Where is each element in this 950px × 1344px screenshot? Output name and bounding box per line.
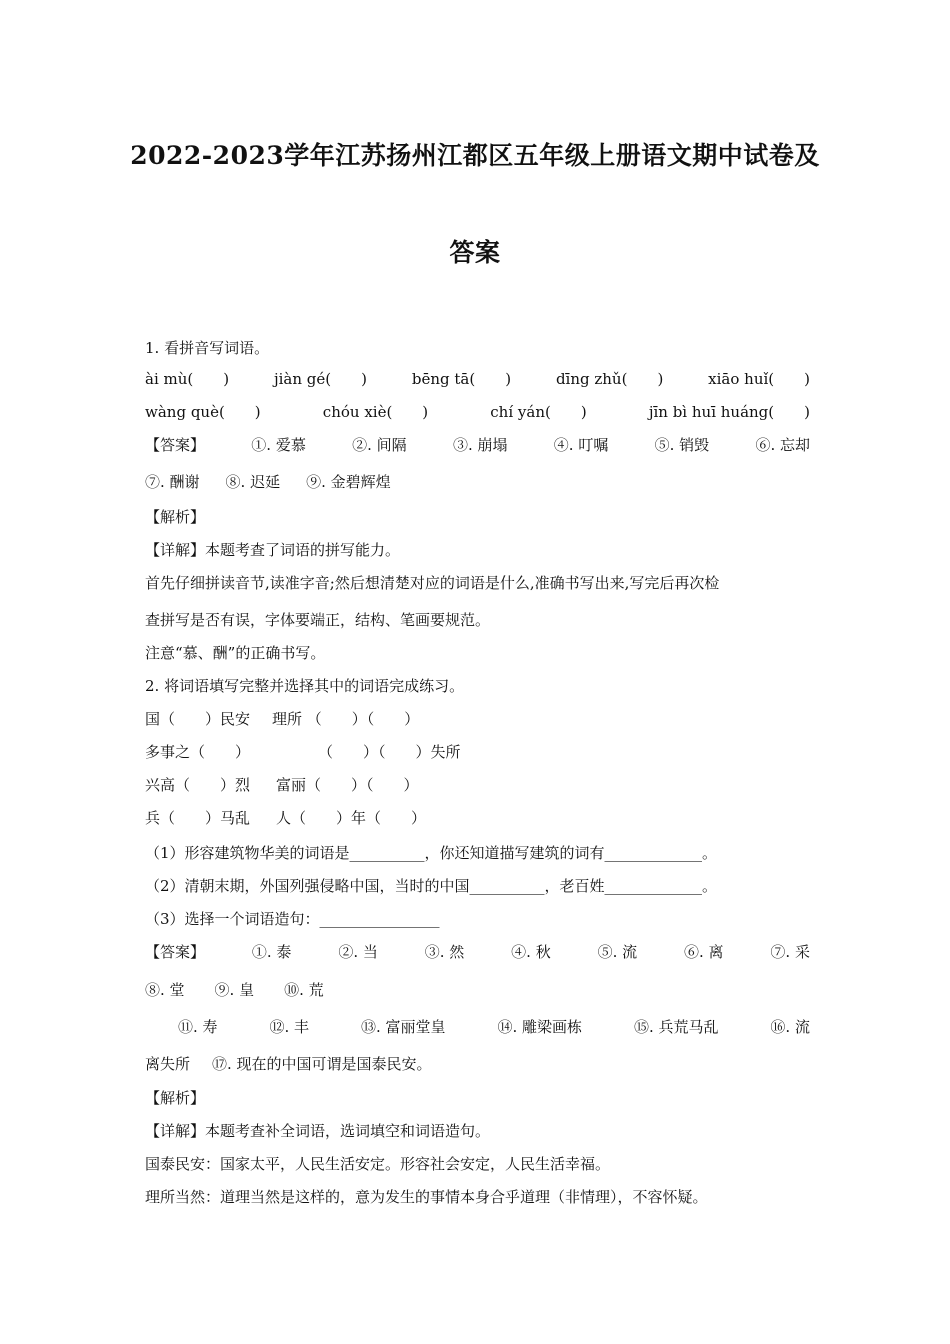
pinyin-item: ài mù( ) [145,370,230,388]
answer-item: ⑤. 销毁 [654,436,710,454]
answer-item: ⑧. 迟延 [225,473,281,491]
q2-detail: 【详解】本题考查补全词语，选词填空和词语造句。 [145,1122,491,1140]
pinyin-item: wàng què( ) [145,403,261,421]
pinyin-item: jiàn gé( ) [273,370,367,388]
fill-item: 富丽（ ）（ ） [276,776,419,794]
answer-label: 【答案】 [145,943,206,961]
fill-item: 理所 （ ）（ ） [272,710,420,728]
answer-item: ⑪. 寿 [178,1018,218,1036]
q2-sub-question-1: （1）形容建筑物华美的词语是__________，你还知道描写建筑的词有_____________。 [145,844,718,862]
answer-item: ⑨. 皇 [214,981,255,999]
answer-item: ⑯. 流 [770,1018,810,1036]
q1-answer-row2 [145,472,810,492]
answer-item: ③. 崩塌 [452,436,508,454]
q2-fill-row4 [145,808,426,828]
answer-item: ②. 间隔 [352,436,407,454]
answer-item: ⑰. 现在的中国可谓是国泰民安。 [212,1055,432,1073]
answer-item: ⑭. 雕梁画栋 [497,1018,582,1036]
answer-item: ⑮. 兵荒马乱 [633,1018,719,1036]
q2-definition-2: 理所当然：道理当然是这样的，意为发生的事情本身合乎道理（非情理），不容怀疑。 [145,1188,708,1206]
q2-heading: 2. 将词语填写完整并选择其中的词语完成练习。 [145,677,465,695]
fill-item: 多事之（ ） [145,743,251,761]
answer-item: ⑥. 离 [684,943,724,961]
answer-item: ⑨. 金碧辉煌 [306,473,391,491]
pinyin-item: xiāo huǐ( ) [708,370,810,388]
answer-item: ⑦. 采 [770,943,810,961]
fill-item: （ ）（ ）失所 [318,743,461,761]
answer-item: ④. 秋 [511,943,551,961]
answer-item: ④. 叮嘱 [553,436,609,454]
answer-item: ⑩. 荒 [284,981,324,999]
q1-analysis-label: 【解析】 [145,508,206,526]
q2-definition-1: 国泰民安：国家太平，人民生活安定。形容社会安定，人民生活幸福。 [145,1155,611,1173]
q1-heading: 1. 看拼音写词语。 [145,339,270,357]
q2-analysis-label: 【解析】 [145,1089,206,1107]
answer-item: ②. 当 [338,943,378,961]
answer-item: ⑫. 丰 [269,1018,310,1036]
answer-item: ⑤. 流 [597,943,638,961]
q2-fill-row1 [145,709,419,729]
q1-paragraph-1: 首先仔细拼读音节,读准字音;然后想清楚对应的词语是什么,准确书写出来,写完后再次检 [145,574,720,592]
pinyin-item: bēng tā( ) [411,370,512,388]
q1-note: 注意“慕、酬”的正确书写。 [145,644,326,662]
answer-item: ①. 爱慕 [251,436,306,454]
pinyin-item: dīng zhǔ( ) [555,370,664,388]
q1-pinyin-row1 [145,369,810,389]
answer-item: ⑬. 富丽堂皇 [360,1018,446,1036]
q2-answer-row2 [145,980,810,1000]
answer-item: ①. 泰 [251,943,292,961]
q1-pinyin-row2 [145,402,810,422]
answer-item: 离失所 [145,1055,191,1073]
q2-fill-row3 [145,775,419,795]
q1-detail: 【详解】本题考查了词语的拼写能力。 [145,541,401,559]
pinyin-item: chóu xiè( ) [322,403,429,421]
pinyin-item: chí yán( ) [490,403,587,421]
fill-item: 兴高（ ）烈 [145,776,251,794]
q2-sub-question-2: （2）清朝末期，外国列强侵略中国，当时的中国__________，老百姓_____________。 [145,877,718,895]
document-title-line1: 2022-2023学年江苏扬州江都区五年级上册语文期中试卷及 [130,141,820,170]
q2-answer-row3 [178,1017,810,1037]
fill-item: 人（ ）年（ ） [276,809,427,827]
fill-item: 国（ ）民安 [145,710,251,728]
answer-item: ⑧. 堂 [145,981,185,999]
q1-answer-row1 [145,435,810,455]
answer-item: ⑦. 酬谢 [145,473,200,491]
q2-fill-row2 [145,742,461,762]
answer-item: ⑥. 忘却 [755,436,810,454]
q2-answer-row1 [145,942,810,962]
pinyin-item: jīn bì huī huáng( ) [648,403,810,421]
answer-item: ③. 然 [424,943,465,961]
q2-sub-question-3: （3）选择一个词语造句：________________ [145,910,440,928]
fill-item: 兵（ ）马乱 [145,809,251,827]
q2-answer-row4 [145,1054,810,1074]
document-title-line2: 答案 [449,238,501,267]
q1-paragraph-2: 查拼写是否有误，字体要端正，结构、笔画要规范。 [145,611,491,629]
answer-label: 【答案】 [145,436,206,454]
